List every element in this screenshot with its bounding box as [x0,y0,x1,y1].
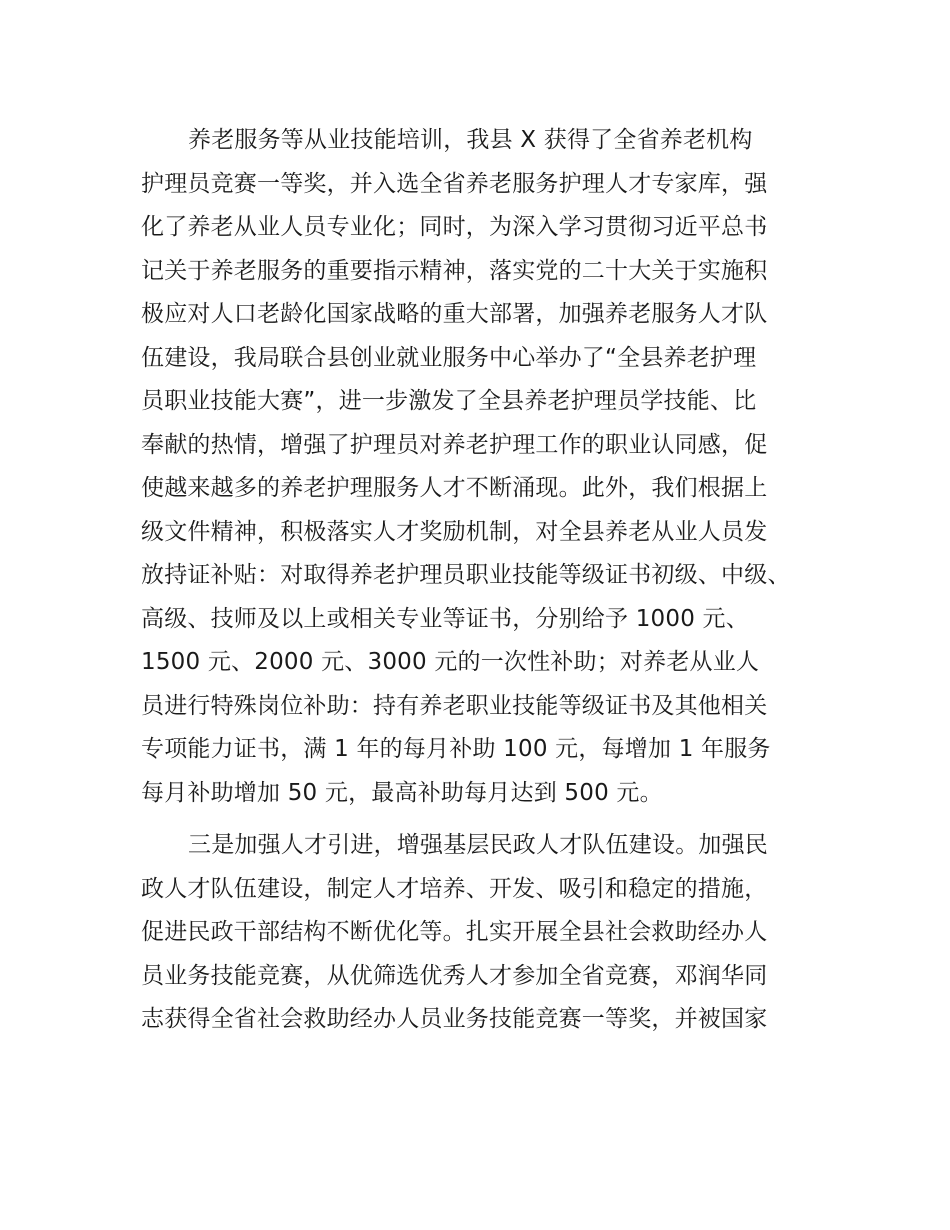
text-line: 志获得全省社会救助经办人员业务技能竞赛一等奖，并被国家 [141,1006,768,1032]
text-line: 极应对人口老龄化国家战略的重大部署，加强养老服务人才队 [141,301,768,327]
text-line: 奉献的热情，增强了护理员对养老护理工作的职业认同感，促 [141,431,768,458]
text-line: 高级、技师及以上或相关专业等证书，分别给予 1000 元、 [141,605,749,632]
text-line: 伍建设，我局联合县创业就业服务中心举办了“全县养老护理 [141,344,757,371]
text-line: 使越来越多的养老护理服务人才不断涌现。此外，我们根据上 [141,475,768,501]
text-line: 护理员竞赛一等奖，并入选全省养老服务护理人才专家库，强 [141,170,768,197]
text-line: 员进行特殊岗位补助：持有养老职业技能等级证书及其他相关 [141,692,768,719]
paragraph-1 [141,119,831,815]
paragraph-2 [141,824,831,1042]
text-line: 每月补助增加 50 元，最高补助每月达到 500 元。 [141,779,663,806]
text-line: 养老服务等从业技能培训，我县 X 获得了全省养老机构 [188,127,753,153]
text-line: 三是加强人才引进，增强基层民政人才队伍建设。加强民 [188,832,768,858]
document-body [141,119,831,1042]
text-line: 促进民政干部结构不断优化等。扎实开展全县社会救助经办人 [141,919,768,945]
text-line: 员职业技能大赛”，进一步激发了全县养老护理员学技能、比 [141,388,757,414]
text-line: 放持证补贴：对取得养老护理员职业技能等级证书初级、中级、 [141,562,791,588]
text-line: 化了养老从业人员专业化；同时，为深入学习贯彻习近平总书 [141,214,768,240]
text-line: 员业务技能竞赛，从优筛选优秀人才参加全省竞赛，邓润华同 [141,962,768,989]
text-line: 级文件精神，积极落实人才奖励机制，对全县养老从业人员发 [141,518,768,545]
text-line: 政人才队伍建设，制定人才培养、开发、吸引和稳定的措施， [141,875,768,902]
text-line: 1500 元、2000 元、3000 元的一次性补助；对养老从业人 [141,649,760,675]
text-line: 专项能力证书，满 1 年的每月补助 100 元，每增加 1 年服务 [141,736,771,762]
text-line: 记关于养老服务的重要指示精神，落实党的二十大关于实施积 [141,257,768,284]
